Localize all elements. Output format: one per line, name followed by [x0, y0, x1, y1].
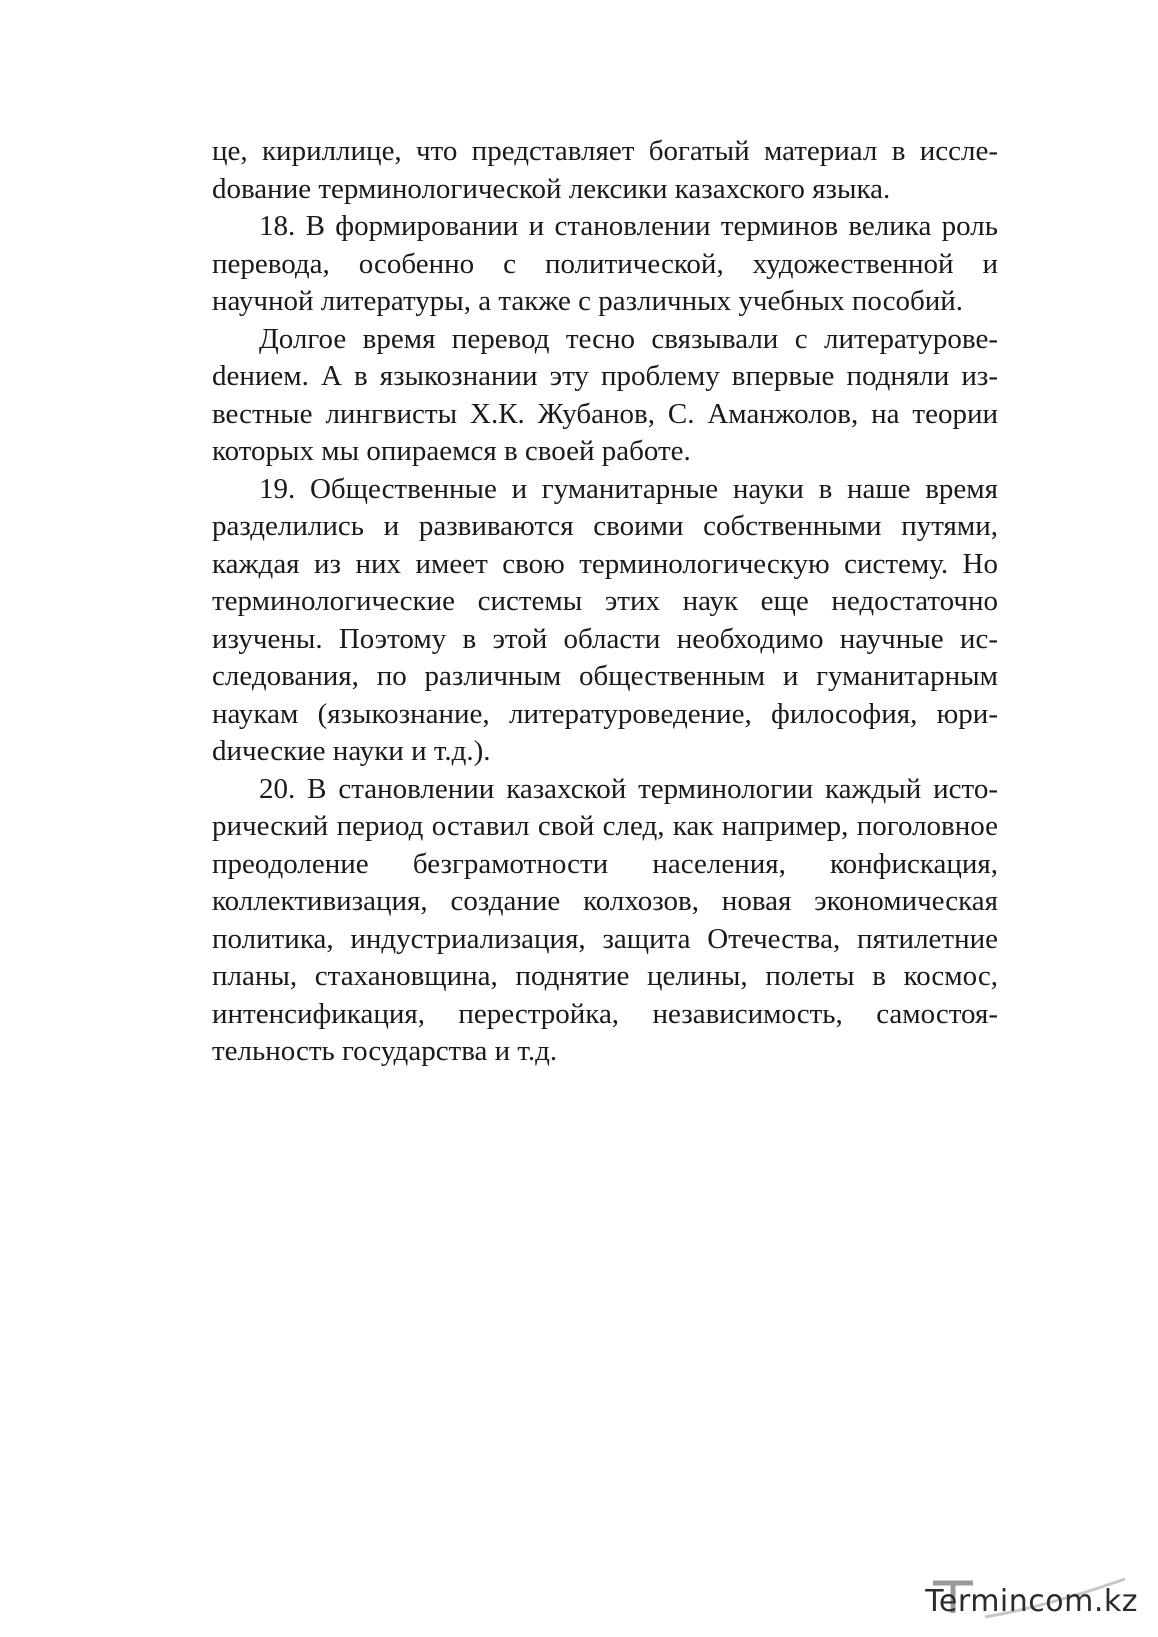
paragraph-item-18: 18. В формировании и становлении терминов велика роль перевода, особенно с политической, художественной и научной литературы, а также с различных учебных пособий. [212, 210, 998, 317]
paragraph-translation: Долгое время перевод тесно связывали с литературовеdением. А в языкознании эту проблему впервые подняли известные лингвисты Х.К. Жубанов, С. Аманжолов, на теории которых мы опираемся в своей работе. [212, 322, 998, 467]
paragraph-item-19: 19. Общественные и гуманитарные науки в наше время разделились и развиваются своими собственными путями, каждая из них имеет свою терминологическую систему. Но терминологические системы этих наук еще недостаточно изучены. Поэтому в этой области необходимо научные исследования, по различным общественным и гуманитарным наукам (языкознание, литературоведение, философия, юриdические науки и т.д.). [212, 472, 998, 767]
paragraph-item-20: 20. В становлении казахской терминологии каждый исторический период оставил свой след, как например, поголовное преодоление безграмотности населения, конфискация, коллективизация, создание колхозов, новая экономическая политика, индустриализация, защита Отечества, пятилетние планы, стахановщина, поднятие целины, полеты в космос, интенсификация, перестройка, независимость, самостоятельность государства и т.д. [212, 772, 998, 1067]
watermark-text: Termincom.kz [925, 1584, 1138, 1619]
watermark-logo [925, 1573, 1138, 1619]
document-body [212, 133, 998, 1071]
paragraph-continuation: це, кириллице, что представляет богатый материал в исслеdование терминологической лексики казахского языка. [212, 135, 998, 205]
